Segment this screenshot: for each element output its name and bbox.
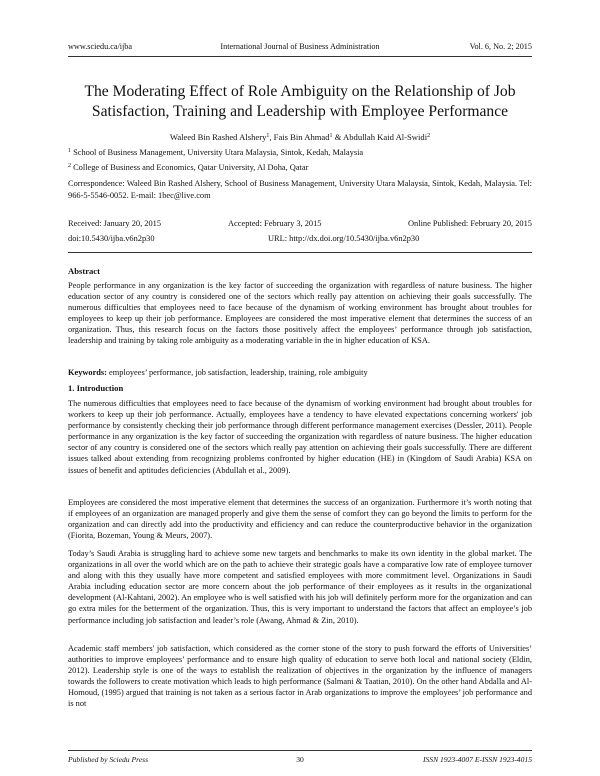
journal-name: International Journal of Business Administration bbox=[220, 42, 380, 51]
introduction-heading: 1. Introduction bbox=[68, 383, 124, 393]
publisher: Published by Sciedu Press bbox=[68, 755, 149, 764]
author-list bbox=[68, 132, 532, 142]
abstract-heading: Abstract bbox=[68, 266, 100, 276]
page-footer bbox=[68, 755, 532, 767]
body-paragraph: Employees are considered the most imperative element that determines the success of an organization. Furthermore it’s worth noting that if employees of an organization are managed properly and give them the sense of comfort they can go beyond the limits to perform for the organization and can directly add into the productivity and efficiency and can reduce the counterproductive behavior in the organization (Fiorita, Bozeman, Young & Meurs, 2007). bbox=[68, 498, 532, 541]
author-name: & Abdullah Kaid Al-Swidi bbox=[332, 132, 428, 142]
correspondence: Correspondence: Waleed Bin Rashed Alshery, School of Business Management, University Utara Malaysia, Sintok, Kedah, Malaysia. Tel: 966-5-5546-0052. E-mail: 1bec@live.com bbox=[68, 179, 532, 200]
footer-divider bbox=[68, 750, 532, 751]
affiliation-text: School of Business Management, University Utara Malaysia, Sintok, Kedah, Malaysia bbox=[71, 148, 364, 157]
volume-issue: Vol. 6, No. 2; 2015 bbox=[469, 42, 532, 51]
published-date: Online Published: February 20, 2015 bbox=[408, 219, 532, 228]
affiliation-text: College of Business and Economics, Qatar University, Al Doha, Qatar bbox=[71, 163, 309, 172]
affiliation-marker: 2 bbox=[68, 163, 71, 169]
paper-title: The Moderating Effect of Role Ambiguity on the Relationship of Job Satisfaction, Training and Leadership with Employee Performance bbox=[84, 83, 516, 120]
affiliation-marker: 2 bbox=[427, 133, 431, 139]
body-paragraph: Today’s Saudi Arabia is struggling hard to achieve some new targets and benchmarks to make its own identity in the global market. The organizations in all over the world which are on the path to achieve their strategic goals have a comparative low rate of employee turnover and along with this they usually have more competent and satisfied employees with more commitment level. Organizations in Saudi Arabia including education sector are more concern about the job performance of their employees as it results in the organizational development (Al-Kahtani, 2002). An employee who is well satisfied with his job will definitely perform more for the organization and can go extra miles for the betterment of the organization. Thus, this is very important to understand the factors that affect an employee’s job performance including job satisfaction and leader’s role (Awang, Ahmad & Zin, 2010). bbox=[68, 549, 532, 625]
received-date: Received: January 20, 2015 bbox=[68, 219, 162, 228]
identifiers bbox=[68, 234, 532, 246]
doi: doi:10.5430/ijba.v6n2p30 bbox=[68, 234, 155, 243]
body-paragraph: The numerous difficulties that employees need to face because of the dynamism of working environment had brought about troubles for workers to keep up their job performance. Actually, employees have a tendency to have elevated expectations concerning workers' job performance by consistently checking their job performance through different performance management exercises (Dessler, 2011). People performance in any organization is the key factor of succeeding the organization with regardless of nature business. The higher education sector of any country is considered one of the sectors which really pay attention on achieving their goals successfully. There are different issues talked about extending from recognizing problems confronted by higher education (HE) in (Kingdom of Saudi Arabia) KSA on issues of benefit and aptitudes deficiencies (Abdullah et al., 2009). bbox=[68, 399, 532, 475]
author-name: , Fais Bin Ahmad bbox=[269, 132, 330, 142]
affiliation-marker: 1 bbox=[266, 133, 270, 139]
divider bbox=[68, 252, 532, 253]
issn: ISSN 1923-4007 E-ISSN 1923-4015 bbox=[422, 755, 532, 764]
accepted-date: Accepted: February 3, 2015 bbox=[228, 219, 322, 228]
body-paragraph: Academic staff members' job satisfaction, which considered as the corner stone of the story to push forward the efforts of Universities’ authorities to improve employees’ performance and to ensure high quality of education to serve both local and national society (Eldin, 2012). Leadership style is one of the ways to establish the realization of objectives in the organization by the influence of managers towards the followers to create motivation which leads to high performance (Salmani & Taatian, 2010). On the other hand Abdalla and Al-Homoud, (1995) argued that training is not taken as a serious factor in Arab organizations to improve the employees’ job performance and is not bbox=[68, 644, 532, 709]
affiliation-marker: 1 bbox=[68, 148, 71, 154]
author-name: Waleed Bin Rashed Alshery bbox=[169, 132, 267, 142]
doi-url[interactable]: URL: http://dx.doi.org/10.5430/ijba.v6n2p30 bbox=[268, 234, 420, 243]
keywords-label: Keywords: bbox=[68, 368, 107, 377]
keywords-text: employees’ performance, job satisfaction, leadership, training, role ambiguity bbox=[106, 368, 368, 377]
running-header bbox=[68, 42, 532, 57]
publication-dates bbox=[68, 219, 532, 231]
keywords bbox=[68, 367, 532, 378]
journal-url: www.sciedu.ca/ijba bbox=[68, 42, 133, 51]
affiliation-2 bbox=[68, 163, 532, 172]
abstract-text: People performance in any organization is the key factor of succeeding the organization with regardless of nature business. The higher education sector of any country is considered one of the sectors which really pay attention on achieving their goals successfully. The numerous difficulties that employees need to face because of the dynamism of working environment has brought about troubles for employees to keep up their job performance. Employees are considered the most imperative element that determines the success of an organization. Thus, this research focus on the factors those positively affect the employees’ performance through job satisfaction, leadership and training by taking role ambiguity as a moderating variable in the in higher education of KSA. bbox=[68, 281, 532, 346]
affiliation-marker: 1 bbox=[329, 133, 333, 139]
page-number: 30 bbox=[296, 755, 304, 764]
affiliation-1 bbox=[68, 148, 532, 157]
